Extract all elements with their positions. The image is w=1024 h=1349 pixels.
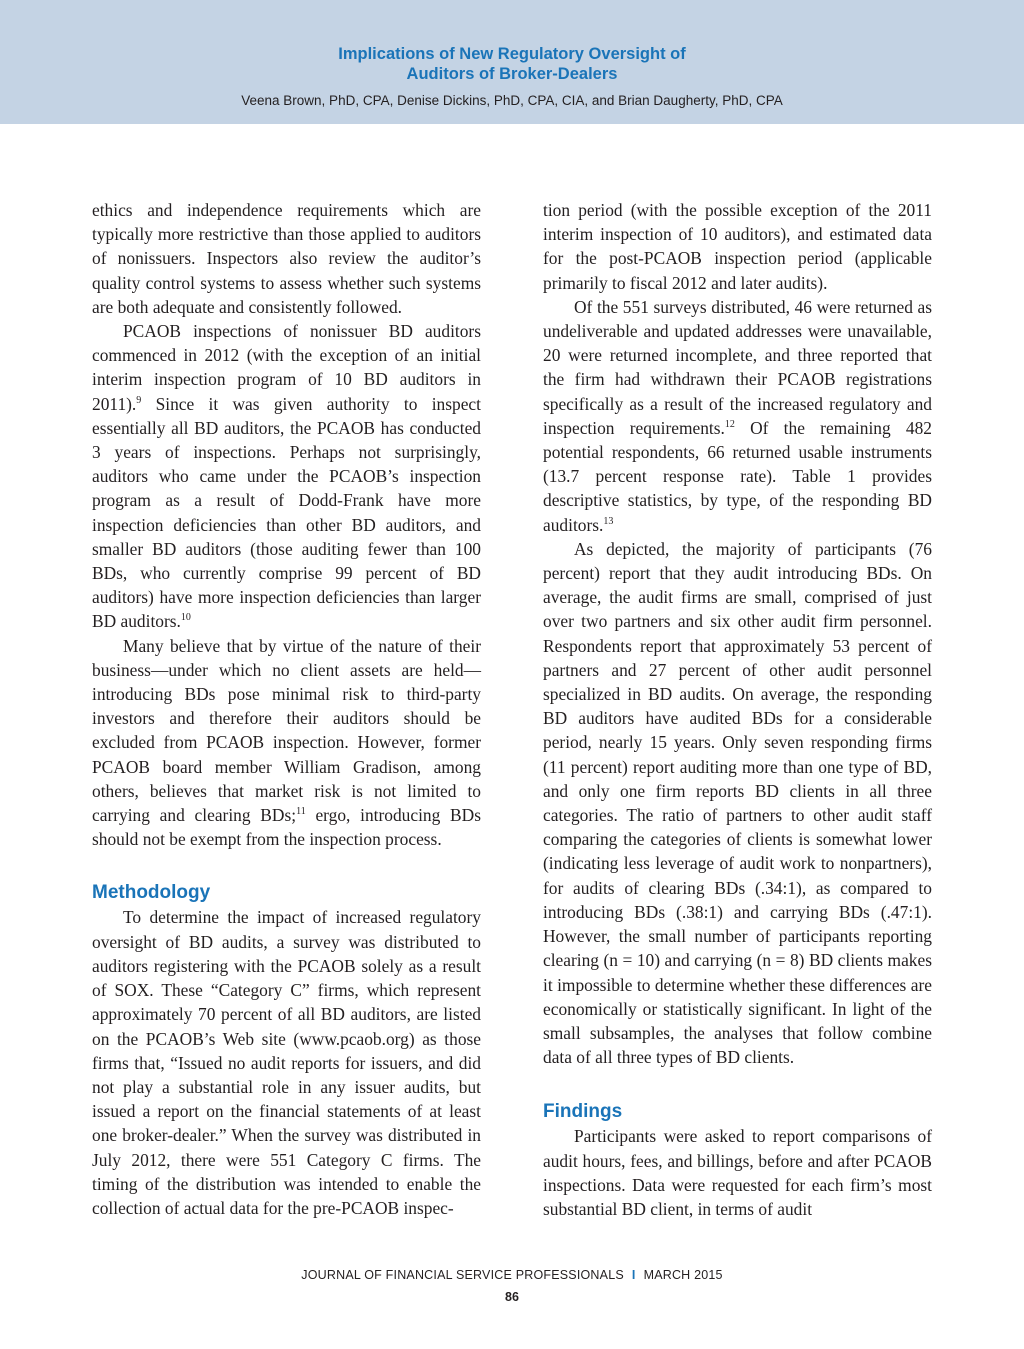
paragraph-text: Many believe that by virtue of the nature of their business—under which no client assets are held—introducing BDs pose minimal risk to third-party investors and therefore their auditors should be excluded from PCAOB inspection. However, former PCAOB board member William Gradison, among others, believes that market risk is not limited to carrying and clearing BDs; [92,635,481,826]
paragraph-text: Of the remaining 482 potential respondents, 66 returned usable instruments (13.7 percent response rate). Table 1 provides descriptive statistics, by type, of the responding BD auditors. [543,417,932,535]
journal-name: JOURNAL OF FINANCIAL SERVICE PROFESSIONALS [301,1268,624,1282]
page-number: 86 [505,1290,519,1304]
paragraph: ethics and independence requirements which are typically more restrictive than those applied to auditors of nonissuers. Inspectors also review the auditor’s quality control systems to assess whether such systems are both adequate and consistently followed. [92,200,481,317]
footnote-ref: 10 [180,612,191,624]
article-authors: Veena Brown, PhD, CPA, Denise Dickins, PhD, CPA, CIA, and Brian Daugherty, PhD, CPA [241,93,783,108]
footnote-ref: 12 [724,418,735,430]
paragraph-text: Of the 551 surveys distributed, 46 were returned as undeliverable and updated addresses were unavailable, 20 were returned incomplete, and three reported that the firm had withdrawn their PCAOB registrations specifically as a result of the increased regulatory and inspection requirements. [543,296,932,438]
left-column [92,198,481,1220]
paragraph: tion period (with the possible exception of the 2011 interim inspection of 10 auditors), and estimated data for the post-PCAOB inspection period (applicable primarily to fiscal 2012 and later audits). [543,200,932,293]
paragraph [92,634,481,852]
paragraph: Participants were asked to report comparisons of audit hours, fees, and billings, before and after PCAOB inspections. Data were requested for each firm’s most substantial BD client, in terms of audit [543,1126,932,1219]
footnote-ref: 9 [136,394,142,406]
article-header [0,0,1024,124]
article-title-line-2: Auditors of Broker-Dealers [406,65,618,83]
footer-separator: I [631,1268,636,1282]
paragraph-text: Since it was given authority to inspect essentially all BD auditors, the PCAOB has conducted 3 years of inspections. Perhaps not surprisingly, auditors who came under the PCAOB’s inspection program as a result of Dodd-Frank have more inspection deficiencies than other BD auditors, and smaller BD auditors (those auditing fewer than 100 BDs, who currently comprise 99 percent of BD auditors) have more inspection deficiencies than larger BD auditors. [92,393,481,632]
paragraph [543,295,932,537]
paragraph [92,319,481,634]
paragraph: To determine the impact of increased regulatory oversight of BD audits, a survey was distributed to auditors registering with the PCAOB solely as a result of SOX. These “Category C” firms, which represent approximately 70 percent of all BD auditors, are listed on the PCAOB’s Web site (www.pcaob.org) as those firms that, “Issued no audit reports for issuers, and did not play a substantial role in any issuer audits, but issued a report on the financial statements of at least one broker-dealer.” When the survey was distributed in July 2012, there were 551 Category C firms. The timing of the distribution was intended to enable the collection of actual data for the pre-PCAOB inspec- [92,907,481,1218]
article-title-line-1: Implications of New Regulatory Oversight of [338,45,686,63]
right-column [543,198,932,1221]
footnote-ref: 13 [603,515,614,527]
paragraph-text: ergo, introducing BDs should not be exempt from the inspection process. [92,805,481,850]
section-heading-methodology: Methodology [92,882,211,904]
section-heading-findings: Findings [543,1101,623,1123]
issue-date: MARCH 2015 [643,1268,723,1282]
page-footer [0,1268,1024,1282]
paragraph: As depicted, the majority of participants (76 percent) report that they audit introducing BDs. On average, the audit firms are small, comprised of just over two partners and six other audit firm personnel. Respondents report that approximately 53 percent of partners and 27 percent of other audit personnel specialized in BD audits. On average, the responding BD auditors have audited BDs for a considerable period, nearly 15 years. Only seven responding firms (11 percent) report auditing more than one type of BD, and only one firm reports BD clients in all three categories. The ratio of partners to other audit staff comparing the categories of clients is somewhat lower (indicating less leverage of audit work to nonpartners), for audits of clearing BDs (.34:1), as compared to introducing BDs (.38:1) and carrying BDs (.47:1). However, the small number of participants reporting clearing (n = 10) and carrying (n = 8) BD clients makes it impossible to determine whether these differences are economically or statistically significant. In light of the small subsamples, the analyses that follow combine data of all three types of BD clients. [543,538,932,1068]
article-title [0,44,1024,84]
footnote-ref: 11 [296,806,306,818]
paragraph-text: PCAOB inspections of nonissuer BD auditors commenced in 2012 (with the exception of an initial interim inspection program of 10 BD auditors in 2011). [92,321,481,414]
